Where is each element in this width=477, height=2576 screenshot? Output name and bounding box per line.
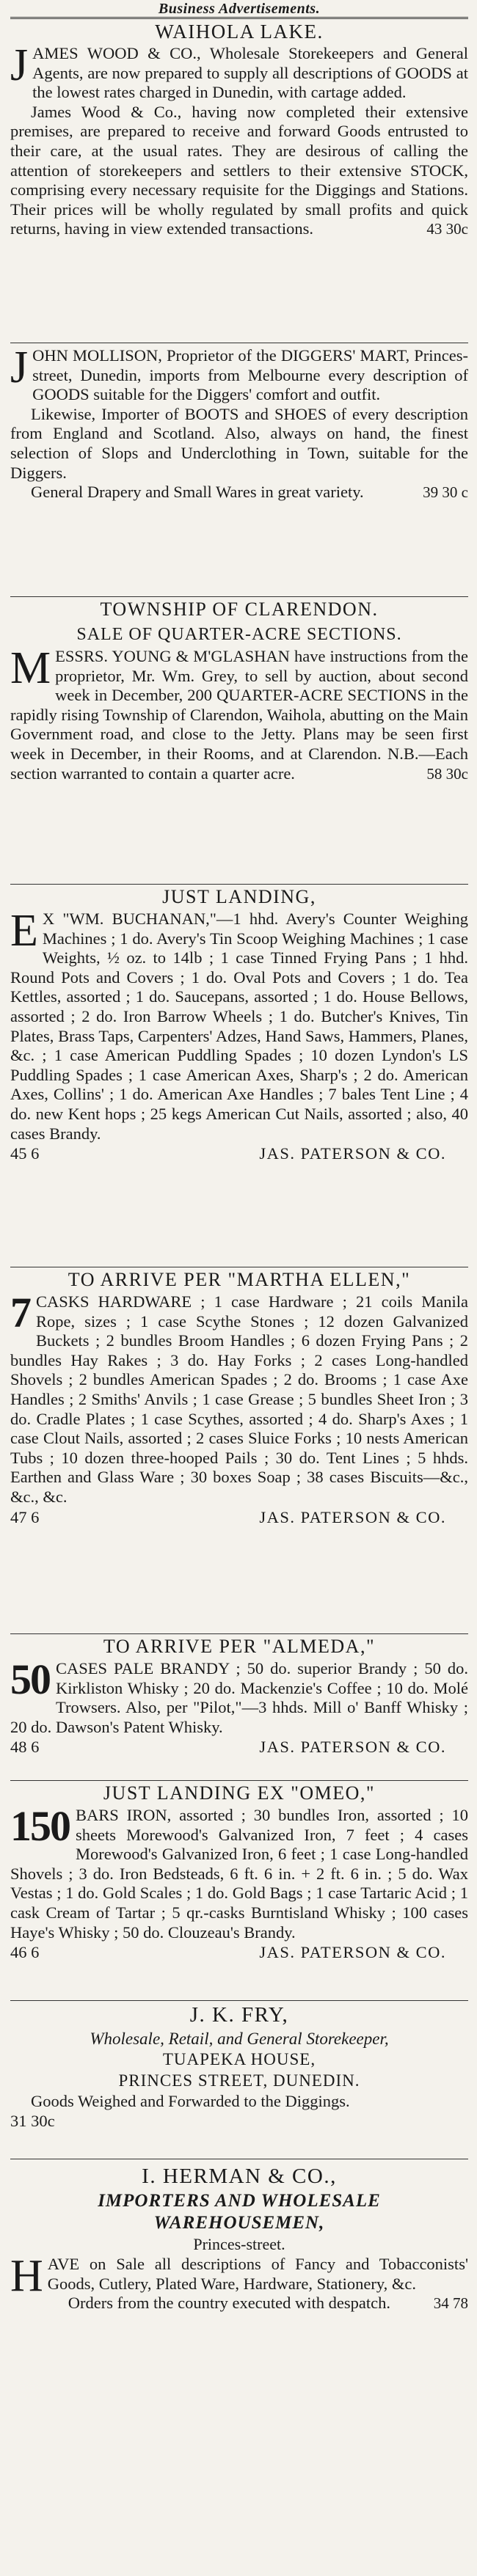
ad-reference: 34 78 — [433, 2294, 468, 2313]
ad-lead-text: AMES WOOD & CO., Wholesale Storekeepers and General Agents, are now prepared to supply all descriptions of GOODS at the lowest rates charged in Dunedin, with cartage added. — [32, 44, 468, 102]
ad-body — [10, 2092, 468, 2131]
ad-clarendon — [10, 596, 468, 884]
ad-lead-text: ESSRS. YOUNG & M'GLASHAN have instructions from the proprietor, Mr. Wm. Grey, to sell by auction, about second week in December, 200 QUARTER-ACRE SECTIONS in the rapidly rising Township of Clarendon, Waihola, abutting on the Main Government road, and close to the Jetty. Plans may be seen first week in December, in their Rooms, and at Clarendon. N.B.—Each section warranted to contain a quarter acre. — [10, 647, 468, 783]
ad-heading: TO ARRIVE PER "ALMEDA," — [103, 1636, 376, 1657]
ad-almeda — [10, 1633, 468, 1780]
ad-john-mollison — [10, 343, 468, 596]
ad-paragraph: James Wood & Co., having now completed their extensive premises, are prepared to receive and forward Goods entrusted to their care, at the usual rates. They are desirous of calling the attention of storekeepers and settlers to their extensive STOCK, comprising every necessary requisite for the Diggings and Stations. Their prices will be wholly regulated by small profits and quick returns, having in view extended transactions. — [10, 102, 468, 238]
ad-tagline: WAREHOUSEMEN, — [153, 2213, 325, 2233]
drop-cap: J — [10, 343, 29, 392]
masthead: Business Advertisements. — [158, 1, 321, 17]
ad-body — [10, 906, 468, 1144]
ad-body — [10, 1655, 468, 1737]
drop-cap: J — [10, 40, 29, 90]
ad-omeo — [10, 1780, 468, 2000]
drop-cap: H — [10, 2251, 43, 2301]
ad-paragraph: Likewise, Importer of BOOTS and SHOES of every description from England and Scotland. Also, always on hand, the finest selection of Slops and Underclothing in Town, suitable for the Diggers. — [10, 404, 468, 482]
ad-address: PRINCES STREET, DUNEDIN. — [118, 2071, 360, 2090]
firm-name: JAS. PATERSON & CO. — [259, 1507, 446, 1526]
ad-tagline: Wholesale, Retail, and General Storekeeper, — [90, 2030, 389, 2048]
ad-jk-fry — [10, 2000, 468, 2159]
ad-lead-text: BARS IRON, assorted ; 30 bundles Iron, assorted ; 10 sheets Morewood's Galvanized Iron, 7 feet ; 4 cases Morewood's Galvanized Iron, 6 feet ; 1 case Long-handled Shovels ; 3 do. Iron Bedsteads, 6 ft. 6 in. + 2 ft. 6 in. ; 5 do. Wax Vestas ; 1 do. Gold Scales ; 1 do. Gold Bags ; 1 case Tartaric Acid ; 1 cask Cream of Tartar ; 5 qr.-casks Burntisland Whisky ; 100 cases Haye's Whisky ; 50 do. Clouzeau's Brandy. — [10, 1806, 468, 1942]
ad-martha-ellen — [10, 1267, 468, 1633]
ad-paragraph: Goods Weighed and Forwarded to the Diggings. — [31, 2092, 350, 2110]
drop-cap: M — [10, 643, 51, 693]
drop-numeral: 50 — [10, 1655, 50, 1703]
ad-heading: J. K. FRY, — [189, 2003, 289, 2027]
ad-heading: TO ARRIVE PER "MARTHA ELLEN," — [68, 1269, 411, 1290]
firm-name: JAS. PATERSON & CO. — [259, 1144, 446, 1163]
drop-cap: E — [10, 906, 38, 956]
firm-name: JAS. PATERSON & CO. — [259, 1943, 446, 1962]
ad-lead-text: CASKS HARDWARE ; 1 case Hardware ; 21 coils Manila Rope, sizes ; 1 case Scythe Stones ; 12 dozen Galvanized Buckets ; 2 bundles Broom Handles ; 6 dozen Frying Pans ; 2 bundles Hay Rakes ; 3 do. Hay Forks ; 2 cases Long-handled Shovels ; 2 bundles American Spades ; 2 do. Brooms ; 1 case Axe Handles ; 2 Smiths' Anvils ; 1 case Grease ; 5 bundles Sheet Iron ; 3 do. Cradle Plates ; 1 case Scythes, assorted ; 4 do. Sharp's Axes ; 1 case Clout Nails, assorted ; 2 cases Sluice Forks ; 10 nests American Tubs ; 10 dozen three-hooped Pails ; 30 do. Tent Lines ; 5 hhds. Earthen and Glass Ware ; 30 boxes Soap ; 38 cases Biscuits—&c., &c., &c. — [10, 1292, 468, 1506]
ad-subheading: SALE OF QUARTER-ACRE SECTIONS. — [76, 625, 402, 644]
ad-body — [10, 2251, 468, 2313]
ad-body — [10, 643, 468, 783]
ad-body — [10, 343, 468, 502]
ad-i-herman — [10, 2159, 468, 2445]
ad-reference: 47 6 — [10, 1507, 40, 1526]
ad-lead-text: OHN MOLLISON, Proprietor of the DIGGERS' MART, Princes-street, Dunedin, imports from Melbourne every description of GOODS suitable for the Diggers' comfort and outfit. — [32, 346, 468, 404]
ad-reference: 58 30c — [426, 764, 468, 783]
ad-signature — [10, 1144, 468, 1164]
ad-signature — [10, 1737, 468, 1757]
ad-signature — [10, 1942, 468, 1963]
firm-name: JAS. PATERSON & CO. — [259, 1738, 446, 1757]
ad-reference: 46 6 — [10, 1943, 40, 1962]
ad-reference: 39 30 c — [423, 483, 468, 502]
ad-heading: JUST LANDING, — [162, 886, 316, 907]
ad-reference: 43 30c — [426, 220, 468, 238]
drop-numeral: 7 — [10, 1289, 30, 1336]
ad-wm-buchanan — [10, 884, 468, 1267]
ad-lead-text: CASES PALE BRANDY ; 50 do. superior Brandy ; 50 do. Kirkliston Whisky ; 20 do. Mackenzie's Coffee ; 10 do. Molé Trowsers. Also, per "Pilot,"—3 hhds. Mill o' Banff Whisky ; 20 do. Dawson's Patent Whisky. — [10, 1659, 468, 1736]
ad-house-name: TUAPEKA HOUSE, — [162, 2050, 316, 2068]
ad-reference: 31 30c — [10, 2111, 55, 2130]
ad-body — [10, 1289, 468, 1507]
ad-heading: TOWNSHIP OF CLARENDON. — [100, 599, 379, 620]
ad-tagline: IMPORTERS AND WHOLESALE — [98, 2191, 381, 2211]
ad-heading: JUST LANDING EX "OMEO," — [103, 1782, 376, 1804]
drop-numeral: 150 — [10, 1802, 70, 1850]
ad-lead-text: X "WM. BUCHANAN,"—1 hhd. Avery's Counter Weighing Machines ; 1 do. Avery's Tin Scoop Weighing Machines ; 1 case Weights, ½ oz. to 14lb ; 1 case Tinned Frying Pans ; 1 hhd. Round Pots and Covers ; 1 do. Oval Pots and Covers ; 1 do. Tea Kettles, assorted ; 1 do. Saucepans, assorted ; 1 do. House Bellows, assorted ; 2 do. Iron Barrow Wheels ; 1 do. Butcher's Knives, Tin Plates, Brass Taps, Carpenters' Adzes, Hand Saws, Hammers, Planes, &c. ; 1 case American Puddling Spades ; 10 dozen Lyndon's LS Puddling Spades ; 1 case American Axes, Sharp's ; 2 do. American Axes, Collins' ; 1 do. American Axe Handles ; 7 bales Tent Line ; 4 do. new Kent hops ; 25 kegs American Cut Nails, assorted ; also, 40 cases Brandy. — [10, 910, 468, 1143]
ad-james-wood — [10, 17, 468, 343]
ad-signature — [10, 1507, 468, 1528]
ad-paragraph: General Drapery and Small Wares in great variety. — [31, 483, 364, 502]
ad-body — [10, 1802, 468, 1942]
ad-reference: 48 6 — [10, 1738, 40, 1757]
ad-paragraph: Orders from the country executed with despatch. — [68, 2294, 391, 2313]
ad-heading: I. HERMAN & CO., — [142, 2165, 337, 2188]
ad-heading: WAIHOLA LAKE. — [155, 21, 324, 43]
ad-reference: 45 6 — [10, 1144, 40, 1163]
ad-lead-text: AVE on Sale all descriptions of Fancy and Tobacconists' Goods, Cutlery, Plated Ware, Hardware, Stationery, &c. — [47, 2255, 468, 2293]
ad-body — [10, 40, 468, 239]
ad-address: Princes-street. — [193, 2235, 285, 2253]
